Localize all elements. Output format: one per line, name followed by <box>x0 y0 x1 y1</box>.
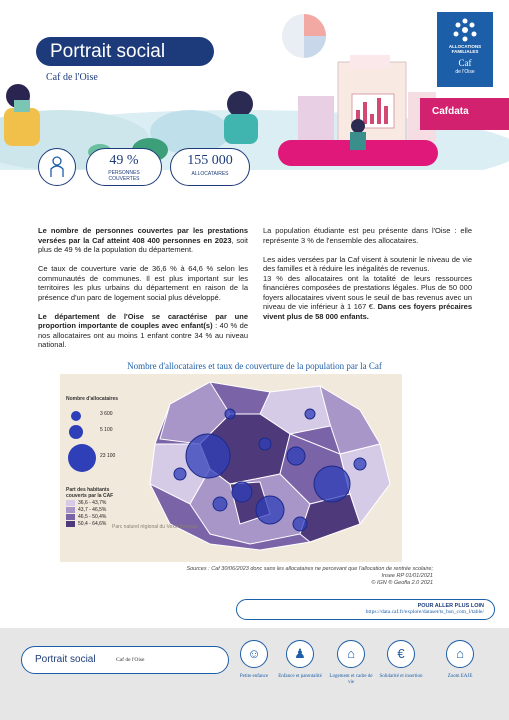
legend-size-medium: 5 100 <box>100 427 113 433</box>
footer-item-petite-enfance[interactable] <box>230 640 278 680</box>
key-figures <box>38 148 250 186</box>
caf-logo-icon <box>450 18 480 42</box>
footer-title-pill <box>21 646 229 674</box>
further-reading-box[interactable] <box>236 599 495 620</box>
right-paragraph-3 <box>263 274 472 322</box>
legend-size-bubbles <box>66 402 130 474</box>
logo-text-allocations: ALLOCATIONS FAMILIALES <box>448 44 482 54</box>
source-line-1: Sources : Caf 30/06/2023 donc sans les allocataires ne percevant que l'allocation de rentrée scolaire; <box>186 566 433 572</box>
family-icon: ♟ <box>286 640 314 668</box>
right-p3-rest: 13 % des allocataires ont la totalité de leurs ressources financières composées de prestations légales. Plus de 50 000 foyers allocataires vivent sous le seuil de bas revenus avec un niveau de vie inférieur à 1 167 €. <box>263 273 472 311</box>
house-icon: ⌂ <box>337 640 365 668</box>
further-reading-title: POUR ALLER PLUS LOIN <box>417 603 484 609</box>
left-p1-bold: Le nombre de personnes couvertes par les prestations versées par la Caf atteint 408 400 personnes en 2023 <box>38 226 248 245</box>
legend-size-title: Nombre d'allocataires <box>66 396 119 402</box>
legend-class-label: 50,4 - 64,6% <box>78 521 107 527</box>
person-icon-badge <box>38 148 76 186</box>
footer-item-label: Zoom EAJE <box>447 674 473 679</box>
left-paragraph-2: Ce taux de couverture varie de 36,6 % à 64,6 % selon les communautés de communes. Il est plus important sur les territoires les plus urbains du département en raison de la présence d'un parc de logement social plus développé. <box>38 264 248 302</box>
legend-class-label: 36,6 - 43,7% <box>78 500 107 506</box>
baby-icon: ☺ <box>240 640 268 668</box>
allocataires-value: 155 000 <box>187 153 233 168</box>
legend-swatch <box>66 521 75 527</box>
footer-subtitle: Caf de l'Oise <box>116 657 145 663</box>
map-legend <box>66 396 130 527</box>
allocataires-label: ALLOCATAIRES <box>191 171 229 177</box>
page-subtitle: Caf de l'Oise <box>46 72 98 83</box>
footer-item-enfance[interactable] <box>276 640 324 680</box>
legend-class-1 <box>66 507 130 513</box>
coverage-stat <box>86 148 162 186</box>
right-paragraph-1: La population étudiante est peu présente dans l'Oise : elle représente 3 % de l'ensemble des allocataires. <box>263 226 472 245</box>
legend-size-large: 23 100 <box>100 453 116 459</box>
legend-classes <box>66 500 130 527</box>
legend-size-small: 3 600 <box>100 411 113 417</box>
page-title: Portrait social <box>36 37 214 66</box>
logo-text-caf: Caf <box>458 58 472 68</box>
footer <box>0 628 509 720</box>
legend-color-title: Part des habitants couverts par la CAF <box>66 487 114 499</box>
source-line-3: © IGN ® Geofla 2.0 2021 <box>371 580 433 586</box>
source-line-2: Insee RP 01/01/2021 <box>381 573 433 579</box>
hero-illustration <box>0 0 509 170</box>
right-paragraph-2: Les aides versées par la Caf visent à soutenir le niveau de vie des familles et à réduire les inégalités de revenus. <box>263 254 472 273</box>
left-column <box>38 226 248 359</box>
sources <box>186 566 433 587</box>
footer-item-label: Enfance et parentalité <box>278 674 322 679</box>
footer-item-label: Logement et cadre de vie <box>329 674 373 685</box>
legend-class-2 <box>66 514 130 520</box>
coverage-value: 49 % <box>109 153 139 168</box>
map-title: Nombre d'allocataires et taux de couverture de la population par la Caf <box>127 361 382 371</box>
further-reading-link[interactable]: https://data.caf.fr/explore/dataset/ts_bsn_com_l/table/ <box>365 609 484 615</box>
coverage-label: PERSONNES COUVERTES <box>108 170 140 182</box>
footer-item-label: Solidarité et insertion <box>379 674 423 679</box>
hero-banner <box>0 0 509 170</box>
left-p1-rest: , soit plus de 49 % de la population du département. <box>38 235 248 254</box>
left-p3-rest: : 40 % de nos allocataires ont au moins 1 enfant contre 34 % au niveau national. <box>38 321 248 349</box>
person-icon <box>39 149 75 185</box>
right-p3-bold: Dans ces foyers précaires vivent plus de 58 000 enfants. <box>263 302 472 321</box>
left-p3-bold: Le département de l'Oise se caractérise par une proportion importante de couples avec enfant(s) <box>38 311 248 330</box>
hand-coin-icon: € <box>387 640 415 668</box>
legend-swatch <box>66 507 75 513</box>
logo-text-dept: de l'Oise <box>455 69 475 75</box>
footer-item-label: Petite enfance <box>239 674 269 679</box>
right-column <box>263 226 472 331</box>
caf-logo <box>437 12 493 87</box>
legend-class-3 <box>66 521 130 527</box>
map-place-label: Parc naturel régional du Vexin français <box>112 524 198 530</box>
footer-item-logement[interactable] <box>327 640 375 686</box>
footer-title: Portrait social <box>35 654 96 665</box>
legend-class-label: 46,5 - 50,4% <box>78 514 107 520</box>
footer-item-eaje[interactable] <box>436 640 484 680</box>
daycare-icon: ⌂ <box>446 640 474 668</box>
legend-class-label: 43,7 - 46,5% <box>78 507 107 513</box>
legend-swatch <box>66 514 75 520</box>
legend-swatch <box>66 500 75 506</box>
left-paragraph-3 <box>38 312 248 350</box>
left-paragraph-1 <box>38 226 248 255</box>
allocataires-stat <box>170 148 250 186</box>
legend-class-0 <box>66 500 130 506</box>
cafdata-logo: Cafdata <box>432 106 469 117</box>
footer-item-solidarite[interactable] <box>377 640 425 680</box>
